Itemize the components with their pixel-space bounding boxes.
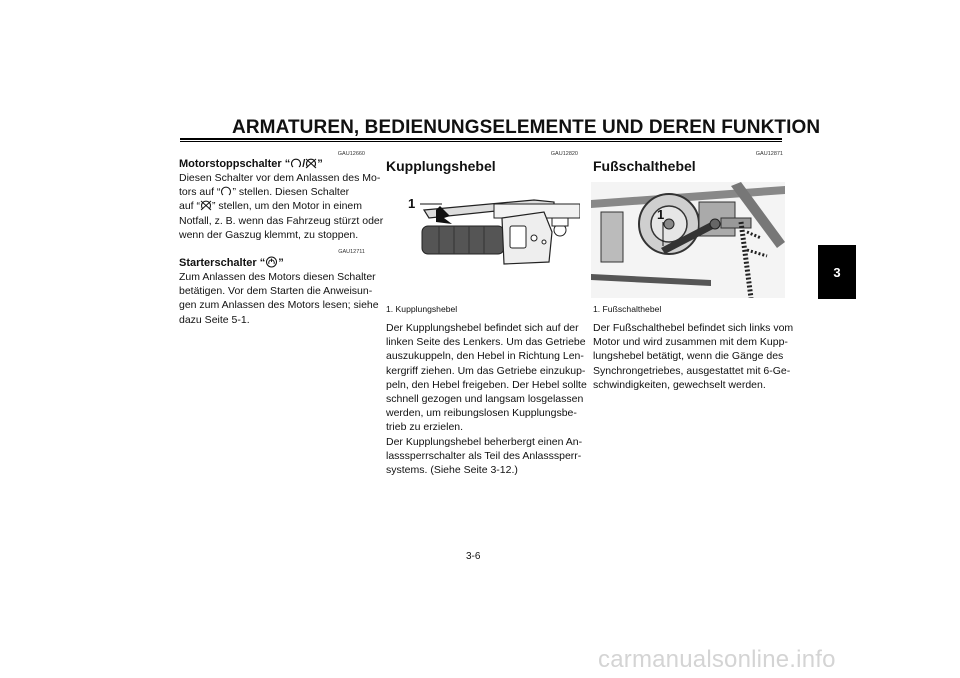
body-line: Synchrongetriebes, ausgestattet mit 6-Ge- bbox=[593, 364, 791, 377]
body-line: Der Kupplungshebel beherbergt einen An- bbox=[386, 435, 583, 448]
engine-off-icon bbox=[200, 200, 212, 211]
section-code-starter: GAU12711 bbox=[338, 249, 365, 255]
body-line: betätigen. Vor dem Starten die Anweisun- bbox=[179, 285, 373, 298]
header-rule-thin bbox=[180, 141, 782, 142]
starter-icon bbox=[265, 256, 278, 268]
title-prefix: Motorstoppschalter “ bbox=[179, 158, 291, 170]
text-run: ” stellen, um den Motor in einem bbox=[212, 200, 362, 213]
clutch-figure-caption: 1. Kupplungshebel bbox=[386, 304, 458, 314]
shift-pedal-figure bbox=[591, 182, 785, 298]
starter-switch-title bbox=[179, 256, 284, 269]
chapter-tab bbox=[818, 245, 856, 299]
shift-pedal-heading: Fußschalthebel bbox=[593, 158, 696, 174]
body-line: kergriff ziehen. Um das Getriebe einzukup- bbox=[386, 364, 586, 377]
engine-run-icon bbox=[290, 158, 302, 169]
body-line: gen zum Anlassen des Motors lesen; siehe bbox=[179, 299, 379, 312]
shift-body bbox=[593, 321, 793, 392]
body-line: auszukuppeln, den Hebel in Richtung Len- bbox=[386, 350, 584, 363]
clutch-body bbox=[386, 321, 587, 477]
section-code-engine-stop: GAU12660 bbox=[337, 151, 365, 157]
title-prefix: Starterschalter “ bbox=[179, 257, 266, 269]
body-line: Zum Anlassen des Motors diesen Schalter bbox=[179, 271, 376, 283]
figure-callout-number: 1 bbox=[657, 207, 665, 222]
body-line: wenn der Gaszug klemmt, zu stoppen. bbox=[179, 228, 359, 241]
body-line: werden, um reibungslosen Kupplungsbe- bbox=[386, 407, 577, 420]
body-line bbox=[179, 199, 383, 213]
body-line: Der Fußschalthebel befindet sich links vom bbox=[593, 322, 794, 334]
header-rule bbox=[180, 138, 782, 140]
section-code-clutch: GAU12820 bbox=[550, 151, 578, 157]
clutch-lever-heading: Kupplungshebel bbox=[386, 158, 496, 174]
body-line: linken Seite des Lenkers. Um das Getriebe bbox=[386, 336, 586, 349]
title-suffix: ” bbox=[278, 257, 284, 269]
shift-figure-caption: 1. Fußschalthebel bbox=[593, 304, 662, 314]
title-separator: / bbox=[302, 158, 306, 170]
body-line: trieb zu erzielen. bbox=[386, 421, 464, 434]
body-line: systems. (Siehe Seite 3-12.) bbox=[386, 464, 518, 477]
starter-body bbox=[179, 270, 379, 327]
title-suffix: ” bbox=[317, 158, 323, 170]
chapter-tab-label: 3 bbox=[833, 264, 841, 280]
engine-stop-body bbox=[179, 171, 383, 242]
body-line: schwindigkeiten, gewechselt werden. bbox=[593, 378, 766, 391]
page-number: 3-6 bbox=[466, 551, 481, 562]
engine-stop-switch-title bbox=[179, 158, 323, 170]
engine-off-icon bbox=[305, 158, 317, 169]
body-line: dazu Seite 5-1. bbox=[179, 313, 250, 326]
text-run: auf “ bbox=[179, 200, 201, 213]
body-line bbox=[179, 185, 383, 199]
watermark: carmanualsonline.info bbox=[598, 646, 836, 673]
body-line: Der Kupplungshebel befindet sich auf der bbox=[386, 322, 579, 334]
engine-run-icon bbox=[220, 186, 232, 197]
page-header-title: ARMATUREN, BEDIENUNGSELEMENTE UND DEREN FUNKTION bbox=[232, 117, 821, 138]
section-code-shift: GAU12871 bbox=[755, 151, 783, 157]
body-line: lungshebel betätigt, wenn die Gänge des bbox=[593, 350, 784, 363]
text-run: ” stellen. Diesen Schalter bbox=[232, 186, 350, 199]
body-line: Notfall, z. B. wenn das Fahrzeug stürzt oder bbox=[179, 214, 384, 227]
figure-callout-number: 1 bbox=[408, 196, 416, 211]
clutch-lever-figure bbox=[384, 182, 580, 298]
body-line: Motor und wird zusammen mit dem Kupp- bbox=[593, 336, 788, 349]
body-line: Diesen Schalter vor dem Anlassen des Mo- bbox=[179, 172, 381, 184]
body-line: peln, den Hebel freigeben. Der Hebel sollte bbox=[386, 378, 587, 391]
body-line: lasssperrschalter als Teil des Anlasssperr- bbox=[386, 449, 582, 462]
text-run: tors auf “ bbox=[179, 186, 221, 199]
body-line: schnell gezogen und langsam losgelassen bbox=[386, 393, 584, 406]
